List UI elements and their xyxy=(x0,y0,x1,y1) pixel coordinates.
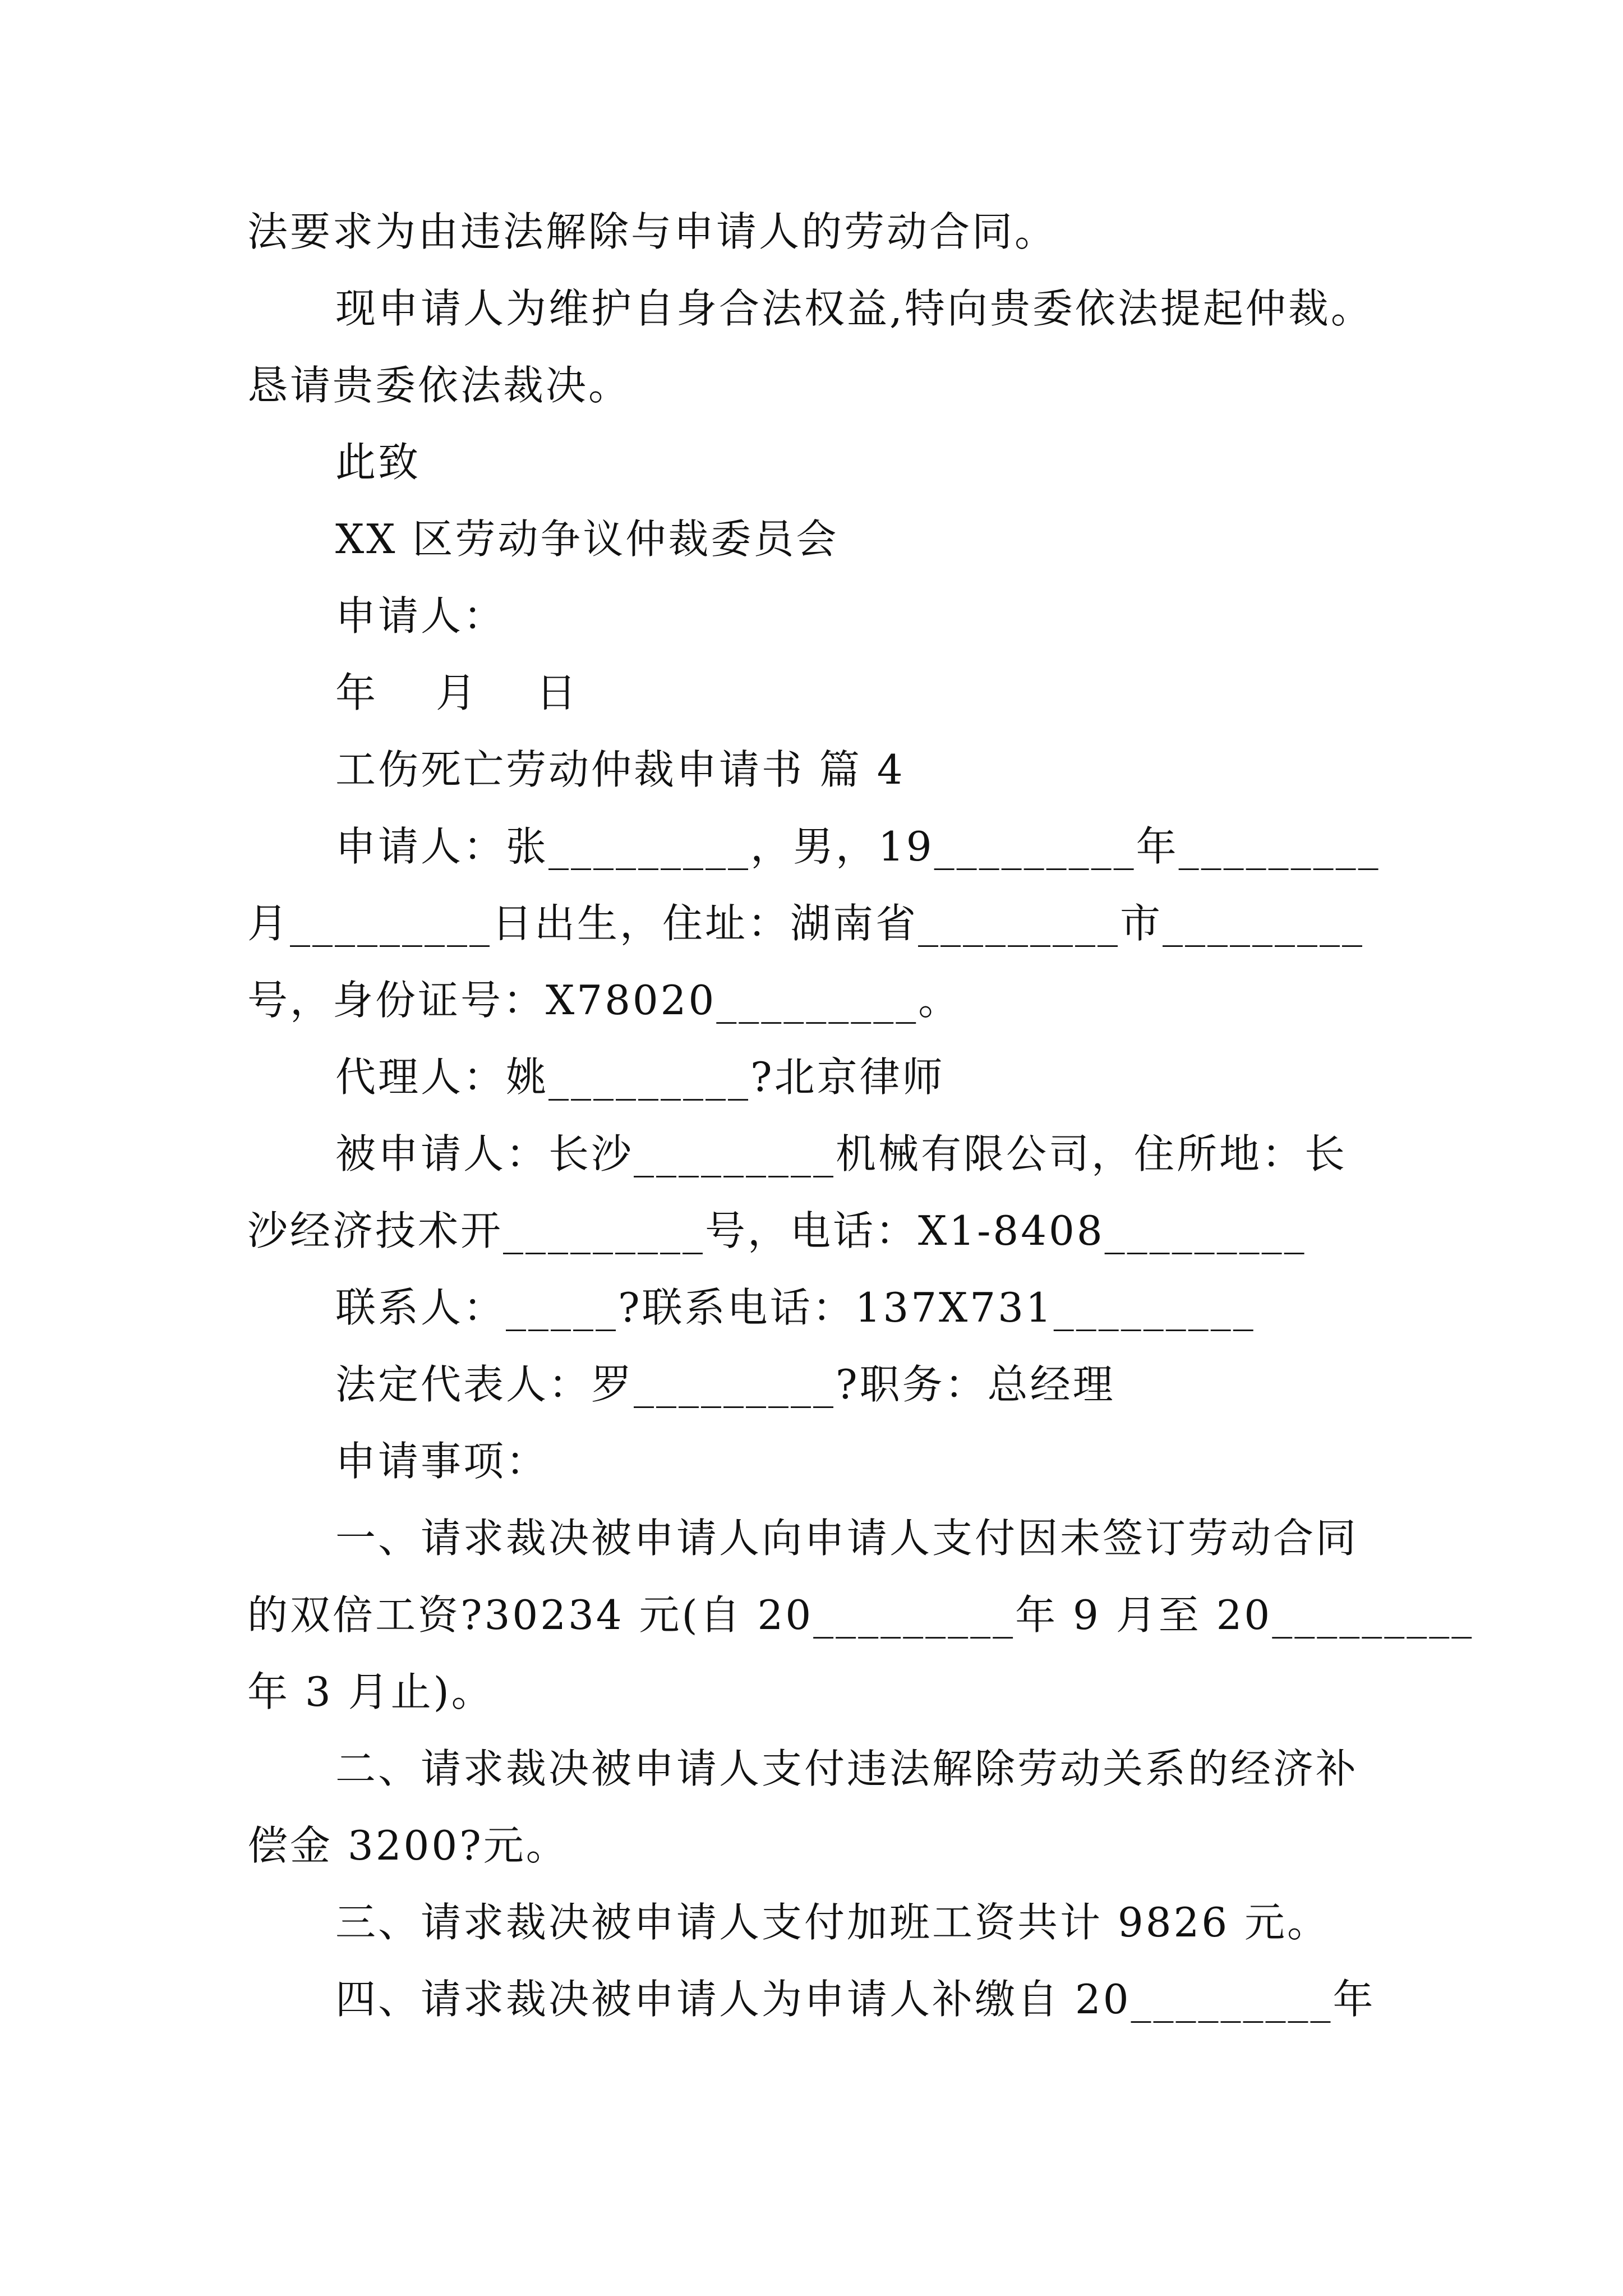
text-line: 现申请人为维护自身合法权益,特向贵委依法提起仲裁。 xyxy=(335,285,1373,332)
text-line: 恳请贵委依法裁决。 xyxy=(247,362,631,409)
text-line: 申请事项： xyxy=(335,1438,549,1485)
text-line: 年 月 日 xyxy=(335,669,579,716)
text-line: 法要求为由违法解除与申请人的劳动合同。 xyxy=(247,208,1058,255)
text-line: 代理人：姚_________?北京律师 xyxy=(335,1053,945,1101)
text-line: 一、请求裁决被申请人向申请人支付因未签订劳动合同 xyxy=(335,1515,1359,1562)
text-line: 沙经济技术开_________号，电话：X1-8408_________ xyxy=(247,1207,1307,1254)
text-line: 四、请求裁决被申请人为申请人补缴自 20_________年 xyxy=(335,1976,1376,2023)
text-line: 申请人： xyxy=(335,592,506,639)
text-line: 联系人：_____?联系电话：137X731_________ xyxy=(335,1284,1256,1331)
text-line: 月_________日出生，住址：湖南省_________市_________ xyxy=(247,900,1365,947)
text-line: 法定代表人：罗_________?职务：总经理 xyxy=(335,1361,1115,1408)
text-line: 被申请人：长沙_________机械有限公司，住所地：长 xyxy=(335,1130,1348,1177)
text-line: 此致 xyxy=(335,439,421,486)
text-line: 号，身份证号：X78020_________。 xyxy=(247,977,961,1024)
text-line: 工伤死亡劳动仲裁申请书 篇 4 xyxy=(335,746,905,793)
text-line: 年 3 月止)。 xyxy=(247,1668,494,1715)
text-line: 三、请求裁决被申请人支付加班工资共计 9826 元。 xyxy=(335,1899,1330,1946)
text-line: 二、请求裁决被申请人支付违法解除劳动关系的经济补 xyxy=(335,1745,1359,1792)
text-line: 申请人：张_________，男，19_________年_________ xyxy=(335,823,1381,870)
text-line: 偿金 3200?元。 xyxy=(247,1822,569,1869)
text-line: XX 区劳动争议仲裁委员会 xyxy=(335,516,839,563)
text-line: 的双倍工资?30234 元(自 20_________年 9 月至 20_________ xyxy=(247,1591,1474,1639)
